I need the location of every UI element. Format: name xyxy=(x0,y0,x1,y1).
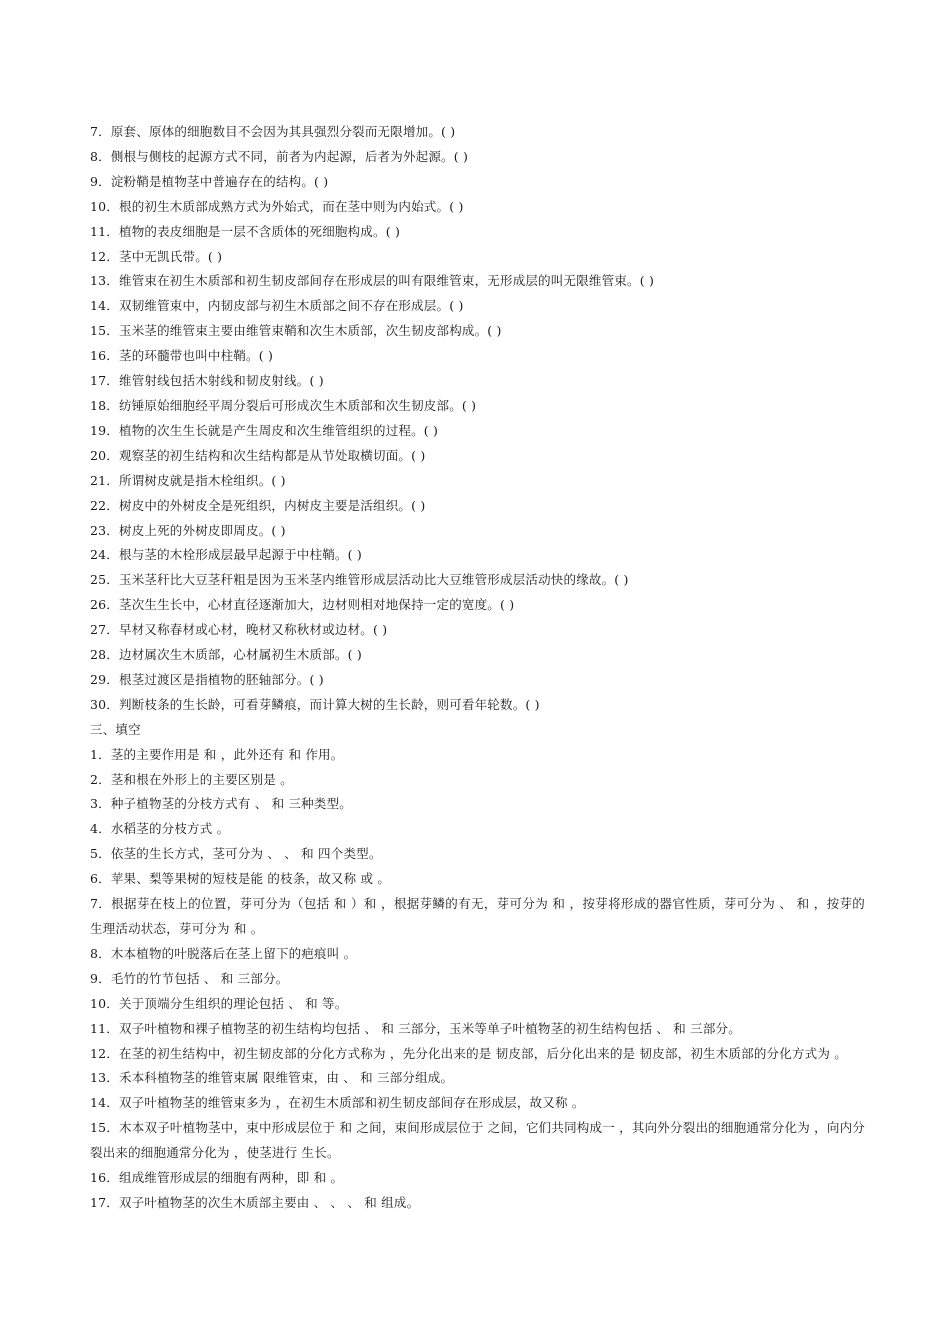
judge-item: 8．侧根与侧枝的起源方式不同，前者为内起源，后者为外起源。( ) xyxy=(90,148,469,164)
fill-item: 1．茎的主要作用是 和 ，此外还有 和 作用。 xyxy=(90,746,344,762)
judge-item: 13．维管束在初生木质部和初生韧皮部间存在形成层的叫有限维管束，无形成层的叫无限维管束。( ) xyxy=(90,273,655,289)
fill-item: 8．木本植物的叶脱落后在茎上留下的疤痕叫 。 xyxy=(90,945,357,961)
fill-item: 11．双子叶植物和裸子植物茎的初生结构均包括 、 和 三部分，玉米等单子叶植物茎的初生结构包括 、 和 三部分。 xyxy=(90,1020,741,1036)
fill-item: 15．木本双子叶植物茎中，束中形成层位于 和 之间，束间形成层位于 之间，它们共同构成一 ，其向外分裂出的细胞通常分化为 ，向内分裂出来的细胞通常分化为 ，使茎进行 生长。 xyxy=(90,1120,865,1161)
fill-item: 5．依茎的生长方式，茎可分为 、 、 和 四个类型。 xyxy=(90,846,382,862)
judge-item: 12．茎中无凯氏带。( ) xyxy=(90,248,223,264)
fill-item: 13．禾本科植物茎的维管束属 限维管束，由 、 和 三部分组成。 xyxy=(90,1070,454,1086)
section-heading: 三、填空 xyxy=(90,721,141,737)
fill-item: 3．种子植物茎的分枝方式有 、 和 三种类型。 xyxy=(90,796,352,812)
judge-item: 11．植物的表皮细胞是一层不含质体的死细胞构成。( ) xyxy=(90,223,401,239)
fill-item: 9．毛竹的竹节包括 、 和 三部分。 xyxy=(90,970,289,986)
fill-item: 12．在茎的初生结构中，初生韧皮部的分化方式称为 ，先分化出来的是 韧皮部，后分化出来的是 韧皮部，初生木质部的分化方式为 。 xyxy=(90,1045,847,1061)
fill-item: 2．茎和根在外形上的主要区别是 。 xyxy=(90,771,293,787)
judge-item: 17．维管射线包括木射线和韧皮射线。( ) xyxy=(90,373,324,389)
fill-item: 17．双子叶植物茎的次生木质部主要由 、 、 、 和 组成。 xyxy=(90,1194,420,1210)
judge-item: 27．早材又称春材或心材，晚材又称秋材或边材。( ) xyxy=(90,622,388,638)
judge-item: 15．玉米茎的维管束主要由维管束鞘和次生木质部，次生韧皮部构成。( ) xyxy=(90,323,502,339)
judge-item: 20．观察茎的初生结构和次生结构都是从节处取横切面。( ) xyxy=(90,447,426,463)
judge-item: 26．茎次生生长中，心材直径逐渐加大，边材则相对地保持一定的宽度。( ) xyxy=(90,597,515,613)
judge-item: 21．所谓树皮就是指木栓组织。( ) xyxy=(90,472,286,488)
fill-item: 16．组成维管形成层的细胞有两种，即 和 。 xyxy=(90,1170,344,1186)
judge-section xyxy=(90,120,865,718)
fill-item: 14．双子叶植物茎的维管束多为 ，在初生木质部和初生韧皮部间存在形成层，故又称 。 xyxy=(90,1095,585,1111)
judge-item: 25．玉米茎秆比大豆茎秆粗是因为玉米茎内维管形成层活动比大豆维管形成层活动快的缘故。( ) xyxy=(90,572,629,588)
judge-item: 23．树皮上死的外树皮即周皮。( ) xyxy=(90,522,286,538)
judge-item: 16．茎的环髓带也叫中柱鞘。( ) xyxy=(90,348,274,364)
judge-item: 24．根与茎的木栓形成层最早起源于中柱鞘。( ) xyxy=(90,547,362,563)
fill-section xyxy=(90,743,865,1216)
judge-item: 18．纺锤原始细胞经平周分裂后可形成次生木质部和次生韧皮部。( ) xyxy=(90,397,477,413)
document-page xyxy=(90,120,865,1216)
fill-item: 10．关于顶端分生组织的理论包括 、 和 等。 xyxy=(90,995,348,1011)
judge-item: 29．根茎过渡区是指植物的胚轴部分。( ) xyxy=(90,671,324,687)
judge-item: 9．淀粉鞘是植物茎中普遍存在的结构。( ) xyxy=(90,173,329,189)
fill-item: 4．水稻茎的分枝方式 。 xyxy=(90,821,230,837)
judge-item: 19．植物的次生生长就是产生周皮和次生维管组织的过程。( ) xyxy=(90,422,439,438)
judge-item: 28．边材属次生木质部，心材属初生木质部。( ) xyxy=(90,647,362,663)
judge-item: 7．原套、原体的细胞数目不会因为其具强烈分裂而无限增加。( ) xyxy=(90,124,456,139)
judge-item: 10．根的初生木质部成熟方式为外始式，而在茎中则为内始式。( ) xyxy=(90,198,464,214)
judge-item: 30．判断枝条的生长龄，可看芽鳞痕，而计算大树的生长龄，则可看年轮数。( ) xyxy=(90,696,540,712)
judge-item: 22．树皮中的外树皮全是死组织，内树皮主要是活组织。( ) xyxy=(90,497,426,513)
judge-item: 14．双韧维管束中，内韧皮部与初生木质部之间不存在形成层。( ) xyxy=(90,298,464,314)
fill-item: 6．苹果、梨等果树的短枝是能 的枝条，故又称 或 。 xyxy=(90,871,391,887)
fill-item: 7．根据芽在枝上的位置，芽可分为（包括 和 ）和 ，根据芽鳞的有无，芽可分为 和 ，按芽将形成的器官性质，芽可分为 、 和 ，按芽的生理活动状态，芽可分为 和 。 xyxy=(90,896,865,936)
